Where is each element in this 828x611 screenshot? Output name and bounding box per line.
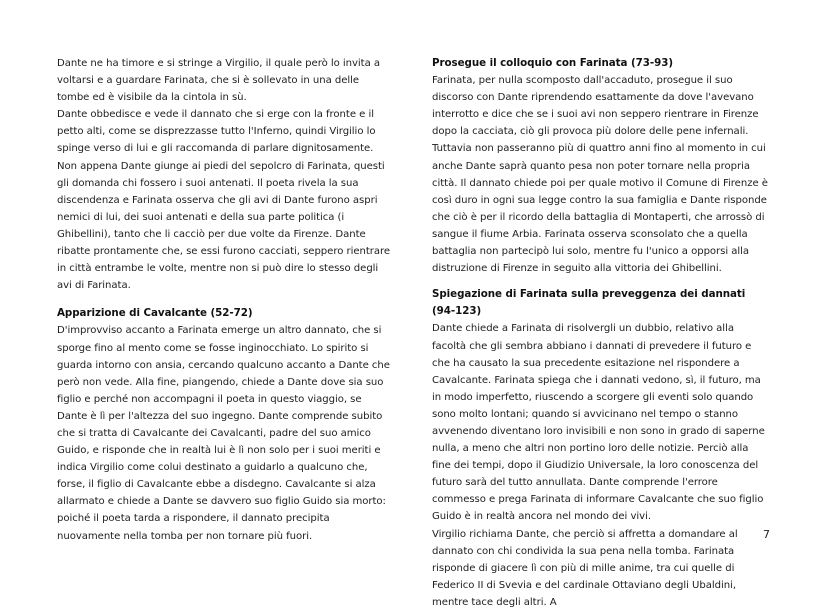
section-heading: Spiegazione di Farinata sulla preveggenza dei dannati (94-123) [432, 288, 746, 318]
section-heading: Apparizione di Cavalcante (52-72) [57, 307, 253, 320]
paragraph: Non appena Dante giunge ai piedi del sepolcro di Farinata, questi gli domanda chi fossero i suoi antenati. Il poeta rivela la sua discendenza e Farinata osserva che gli avi di Dante furono aspri nemici di lui, dei suoi antenati e della sua parte politica (i Ghibellini), tanto che li cacciò per due volte da Firenze. Dante ribatte prontamente che, se essi furono cacciati, seppero rientrare in città entrambe le volte, mentre non si può dire lo stesso degli avi di Farinata. [57, 160, 391, 292]
paragraph: Dante chiede a Farinata di risolvergli un dubbio, relativo alla facoltà che gli sembra abbiano i dannati di prevedere il futuro e che ha causato la sua precedente esitazione nel rispondere a Cavalcante. Farinata spiega che i dannati vedono, sì, il futuro, ma in modo imperfetto, riuscendo a scorgere gli eventi solo quando sono molto lontani; quando si avvicinano nel tempo o stanno avvenendo diventano loro invisibili e non sono in grado di saperne nulla, a meno che altri non portino loro delle notizie. Perciò alla fine dei tempi, dopo il Giudizio Universale, la loro conoscenza del futuro sarà del tutto annullata. Dante comprende l'errore commesso e prega Farinata di informare Cavalcante che suo figlio Guido è in realtà ancora nel mondo dei vivi. [432, 323, 765, 523]
page-number: 7 [763, 528, 770, 541]
paragraph: Virgilio richiama Dante, che perciò si affretta a domandare al dannato con chi condivida la sua pena nella tomba. Farinata risponde di giacere lì con più di mille anime, tra cui quelle di Federico II di Svevia e del cardinale Ottaviano degli Ubaldini, mentre tace degli altri. A [432, 528, 738, 608]
paragraph: D'improvviso accanto a Farinata emerge un altro dannato, che si sporge fino al mento come se fosse inginocchiato. Lo spirito si guarda intorno con ansia, cercando qualcuno accanto a Dante che però non vede. Alla fine, piangendo, chiede a Dante dove sia suo figlio e perché non accompagni il poeta in questo viaggio, se Dante è lì per l'altezza del suo ingegno. Dante comprende subito che si tratta di Cavalcante dei Cavalcanti, padre del suo amico Guido, e risponde che in realtà lui è lì non solo per i suoi meriti e indica Virgilio come colui destinato a guidarlo a qualcuno che, forse, il figlio di Cavalcante ebbe a disdegno. Cavalcante si alza allarmato e chiede a Dante se davvero suo figlio Guido sia morto: poiché il poeta tarda a rispondere, il dannato precipita nuovamente nella tomba per non tornare più fuori. [57, 325, 390, 542]
paragraph: Dante obbedisce e vede il dannato che si erge con la fronte e il petto alti, come se disprezzasse tutto l'Inferno, quindi Virgilio lo spinge verso di lui e gli raccomanda di parlare dignitosamente. [57, 109, 376, 155]
spacer [57, 294, 392, 305]
paragraph: Dante ne ha timore e si stringe a Virgilio, il quale però lo invita a voltarsi e a guardare Farinata, che si è sollevato in una delle tombe ed è visibile da la cintola in sù. [57, 58, 381, 104]
right-column [432, 55, 770, 611]
spacer [432, 277, 770, 286]
paragraph: Farinata, per nulla scomposto dall'accaduto, prosegue il suo discorso con Dante riprendendo esattamente da dove l'avevano interrotto e dice che se i suoi avi non seppero rientrare in Firenze dopo la cacciata, ciò gli provoca più dolore delle pene infernali. Tuttavia non passeranno più di quattro anni fino al momento in cui anche Dante saprà quanto pesa non poter tornare nella propria città. Il dannato chiede poi per quale motivo il Comune di Firenze è così duro in ogni sua legge contro la sua famiglia e Dante risponde che ciò è per il ricordo della battaglia di Montaperti, che arrossò di sangue il fiume Arbia. Farinata osserva sconsolato che a quella battaglia non partecipò lui solo, mentre fu l'unico a opporsi alla distruzione di Firenze in seguito alla vittoria dei Ghibellini. [432, 75, 768, 275]
left-column [57, 55, 392, 545]
section-heading: Prosegue il colloquio con Farinata (73-93) [432, 57, 673, 69]
